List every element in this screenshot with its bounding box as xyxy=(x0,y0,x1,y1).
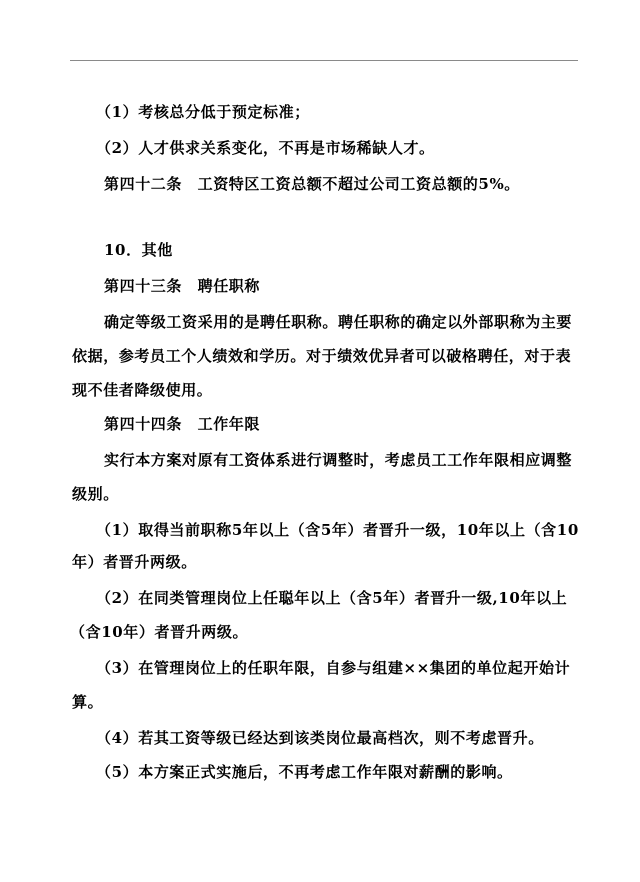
paragraph-line: 级别。 xyxy=(72,485,119,503)
list-item-line: 年）者晋升两级。 xyxy=(72,553,197,571)
list-item-line: （2）在同类管理岗位上任聪年以上（含5年）者晋升一级,10年以上 xyxy=(96,589,568,607)
list-item-line: （3）在管理岗位上的任职年限，自参与组建××集团的单位起开始计 xyxy=(96,659,571,677)
article-44-heading: 第四十四条 工作年限 xyxy=(104,415,261,433)
list-item-line: （4）若其工资等级已经达到该类岗位最高档次，则不考虑晋升。 xyxy=(96,729,544,747)
header-rule xyxy=(70,60,578,61)
paragraph-line: 实行本方案对原有工资体系进行调整时，考虑员工工作年限相应调整 xyxy=(104,451,573,469)
list-item-line: （含10年）者晋升两级。 xyxy=(70,623,249,641)
list-item-line: （5）本方案正式实施后，不再考虑工作年限对薪酬的影响。 xyxy=(96,763,513,781)
item-1-text: （1）考核总分低于预定标准； xyxy=(96,103,310,121)
article-42-text: 第四十二条 工资特区工资总额不超过公司工资总额的5%。 xyxy=(104,175,520,193)
item-2-text: （2）人才供求关系变化，不再是市场稀缺人才。 xyxy=(96,139,435,157)
paragraph-line: 现不佳者降级使用。 xyxy=(72,381,213,399)
paragraph-line: 确定等级工资采用的是聘任职称。聘任职称的确定以外部职称为主要 xyxy=(104,313,573,331)
list-item-line: 算。 xyxy=(72,693,104,711)
list-item-line: （1）取得当前职称5年以上（含5年）者晋升一级，10年以上（含10 xyxy=(96,521,579,539)
article-43-heading: 第四十三条 聘任职称 xyxy=(104,277,261,295)
section-10-heading: 10．其他 xyxy=(104,241,173,259)
paragraph-line: 依据，参考员工个人绩效和学历。对于绩效优异者可以破格聘任，对于表 xyxy=(72,347,572,365)
